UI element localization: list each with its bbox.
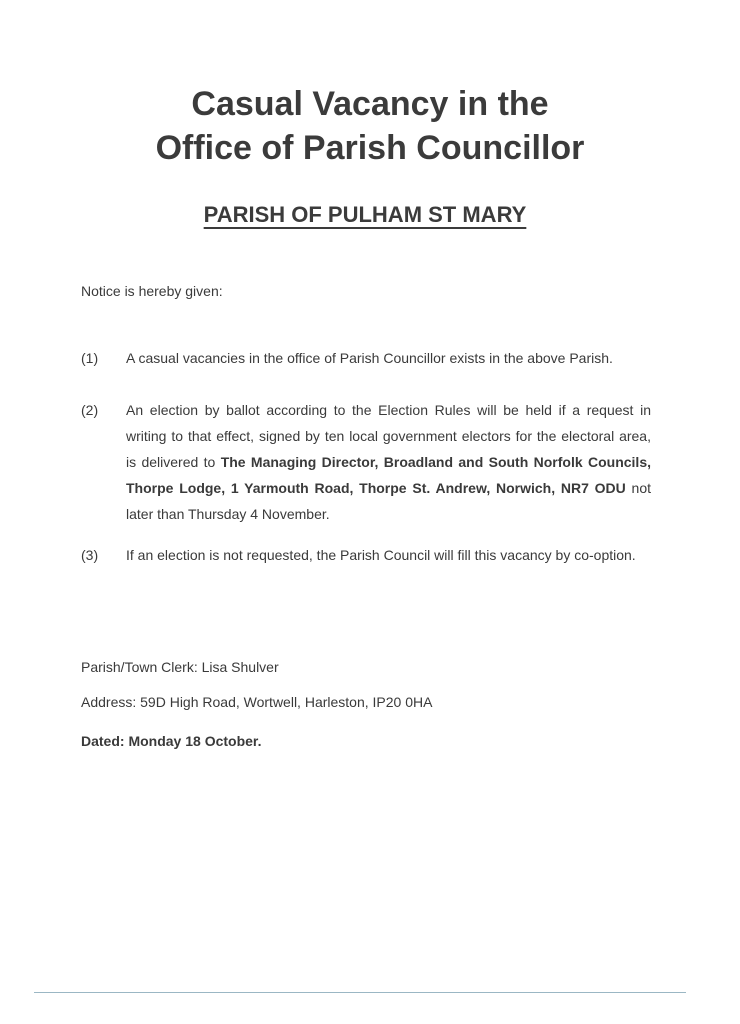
notice-item-3	[81, 542, 651, 568]
notice-intro: Notice is hereby given:	[81, 283, 223, 299]
item-text-before: An election by ballot according to the Election Rules will be held if a request in writing to that effect, signed by ten local government electors for the electoral area, is delivered to	[126, 402, 651, 470]
clerk-address: Address: 59D High Road, Wortwell, Harleston, IP20 0HA	[81, 694, 433, 710]
item-number: (2)	[81, 402, 99, 418]
item-text-after: not later than Thursday 4 November.	[126, 480, 651, 522]
title-line-2: Office of Parish Councillor	[155, 129, 585, 167]
item-number: (1)	[81, 350, 99, 366]
notice-date: Dated: Monday 18 October.	[81, 733, 262, 749]
parish-heading	[0, 200, 730, 230]
item-text: A casual vacancies in the office of Parish Councillor exists in the above Parish.	[126, 350, 613, 366]
notice-item-2	[81, 397, 651, 527]
bottom-divider	[34, 992, 686, 993]
item-text: If an election is not requested, the Parish Council will fill this vacancy by co-option.	[126, 547, 636, 563]
parish-heading-text: PARISH OF PULHAM ST MARY	[203, 202, 527, 227]
delivery-address: The Managing Director, Broadland and South Norfolk Councils, Thorpe Lodge, 1 Yarmouth Road, Thorpe St. Andrew, Norwich, NR7 ODU	[126, 454, 651, 496]
title-line-1: Casual Vacancy in the	[191, 85, 549, 123]
clerk-name: Parish/Town Clerk: Lisa Shulver	[81, 659, 279, 675]
notice-item-1	[81, 345, 651, 371]
item-text	[126, 397, 651, 527]
notice-title	[0, 82, 740, 170]
item-number: (3)	[81, 547, 99, 563]
